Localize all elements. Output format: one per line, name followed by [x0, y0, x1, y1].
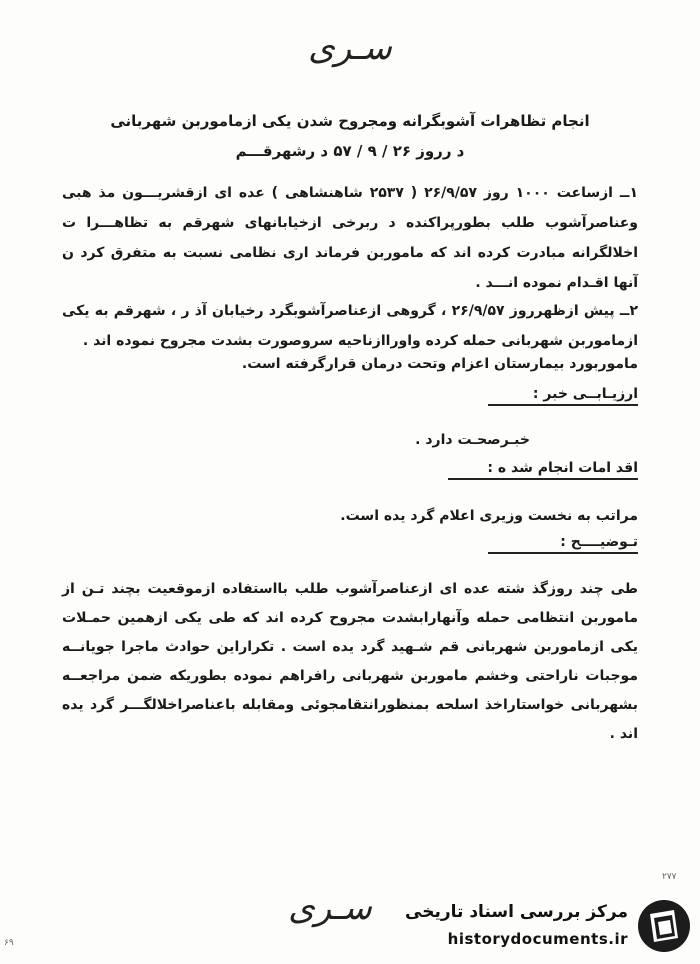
- actions-line: مراتب به نخست وزیری اعلام گرد یده است.: [340, 508, 638, 524]
- news-validity-line: خبـرصحـت دارد .: [415, 432, 530, 448]
- document-title: انجام تظاهرات آشوبگرانه ومجروح شدن یکی ازماموربن شهربانی: [110, 112, 590, 130]
- margin-note-right: ۲۷۷: [662, 872, 677, 882]
- paragraph-1: ۱ــ ازساعت ۱۰۰۰ روز ۲۶/۹/۵۷ ( ۲۵۳۷ شاهنشاهی ) عده ای ازقشریـــون مذ هبی وعناصرآشوب طلب بطورپراکنده د ربرخی ازخیابانهای شهرقم به تظاهـــرا ت اخلالگرانه مبادرت کرده اند که ماموربن فرماند اری نظامی نسبت به متفرق کرد ن آنها اقـدام نموده انـــد .: [62, 185, 638, 291]
- document-subtitle-date: د رروز ۲۶ / ۹ / ۵۷ د رشهرقـــم: [235, 142, 465, 160]
- watermark-title: مرکز بررسی اسناد تاریخی: [405, 902, 628, 922]
- hospital-line: ماموربورد بیمارستان اعزام وتحت درمان قرارگرفته است.: [241, 356, 638, 372]
- margin-note-left: ۶۹: [4, 938, 14, 948]
- classification-stamp-bottom: سـری: [288, 888, 372, 928]
- paragraph-2: ۲ــ پیش ازظهرروز ۲۶/۹/۵۷ ، گروهی ازعناصرآشوبگرد رخیابان آذ ر ، شهرقم به یکی ازماموربن شهربانی حمله کرده واوراازناحیه سروصورت بشدت مجروح نموده اند .: [62, 303, 638, 349]
- paragraph-explanation: طی چند روزگذ شته عده ای ازعناصرآشوب طلب بااستفاده ازموقعیت بچند تـن از ماموربن انتظامی حمله وآنهارابشدت مجروح کرده اند که طی یکی ازهمین حمـلات یکی ازماموربن شهربانی قم شـهید گرد یده است . تکراراین حوادث ماجرا جویانــه موجبات ناراحتی وخشم ماموربن شهربانی رافراهم نموده بطوریکه ضمن مراجعــه بشهربانی خواستاراخذ اسلحه بمنظورانتقامجوئی ومقابله باعناصراخلالگـــر گرد یده اند .: [62, 581, 638, 742]
- heading-explanation: تـوضیــــح :: [488, 534, 638, 554]
- heading-actions-taken: اقد امات انجام شد ه :: [448, 460, 638, 480]
- archive-logo-icon: [636, 898, 692, 954]
- watermark-url: historydocuments.ir: [447, 930, 628, 948]
- classification-stamp-top: سـری: [308, 28, 392, 68]
- archive-watermark: [405, 894, 692, 958]
- heading-news-evaluation: ارزیـابــی خبر :: [488, 386, 638, 406]
